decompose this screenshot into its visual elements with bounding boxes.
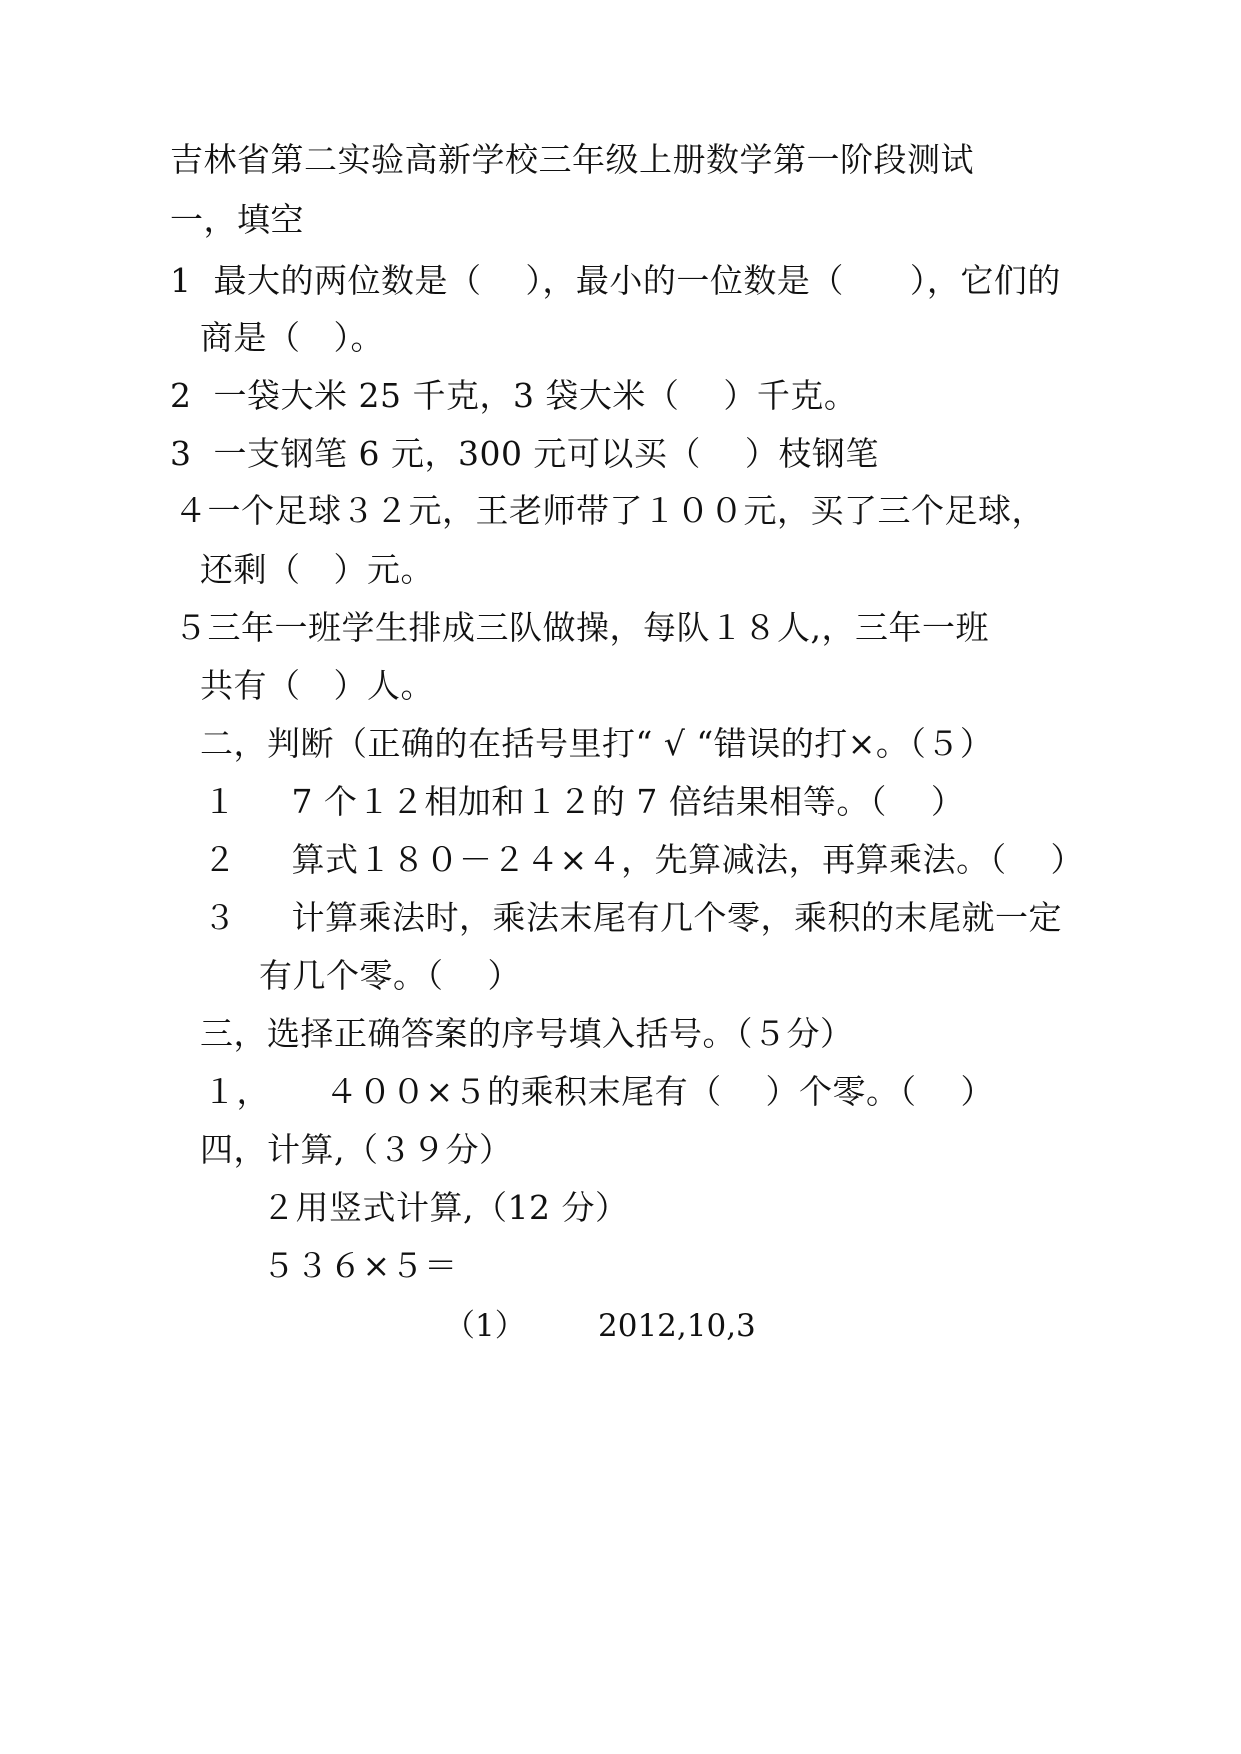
question-4-line-2: 还剩（ ）元。 — [200, 550, 434, 589]
question-5-line-2: 共有（ ）人。 — [200, 666, 434, 705]
document-title: 吉林省第二实验高新学校三年级上册数学第一阶段测试 — [170, 140, 974, 179]
judge-question-1: １ 7 个１２相加和１２的 7 倍结果相等。（ ） — [203, 782, 965, 821]
calculation-expression: ５３６×５＝ — [262, 1246, 458, 1285]
judge-question-2: ２ 算式１８０－２４×４，先算减法，再算乘法。（ ） — [203, 840, 1085, 879]
section4-subheading: ２用竖式计算,（12 分） — [262, 1188, 629, 1227]
question-4-line-1: ４一个足球３２元，王老师带了１００元，买了三个足球， — [174, 491, 1045, 530]
page-number: （1） — [444, 1308, 526, 1344]
document-date: 2012,10,3 — [598, 1308, 756, 1344]
question-1-line-2: 商是（ ）。 — [200, 318, 384, 357]
section4-heading: 四，计算,（３９分） — [200, 1130, 513, 1169]
question-5-line-1: ５三年一班学生排成三队做操，每队１８人,，三年一班 — [174, 608, 989, 647]
section2-heading: 二，判断（正确的在括号里打“ √ “错误的打×。（５） — [200, 724, 994, 763]
question-3: 3 一支钢笔 6 元，300 元可以买（ ）枝钢笔 — [170, 434, 879, 473]
judge-question-3-line-2: 有几个零。（ ） — [259, 956, 521, 995]
choice-question-1: １， ４００×５的乘积末尾有（ ）个零。（ ） — [203, 1072, 995, 1111]
question-1-line-1: 1 最大的两位数是（ ），最小的一位数是（ ），它们的 — [170, 261, 1061, 300]
section3-heading: 三，选择正确答案的序号填入括号。（５分） — [200, 1014, 854, 1053]
judge-question-3-line-1: ３ 计算乘法时，乘法末尾有几个零，乘积的末尾就一定 — [203, 898, 1062, 937]
section1-heading: 一，填空 — [170, 200, 304, 239]
question-2: 2 一袋大米 25 千克，3 袋大米（ ）千克。 — [170, 376, 858, 415]
